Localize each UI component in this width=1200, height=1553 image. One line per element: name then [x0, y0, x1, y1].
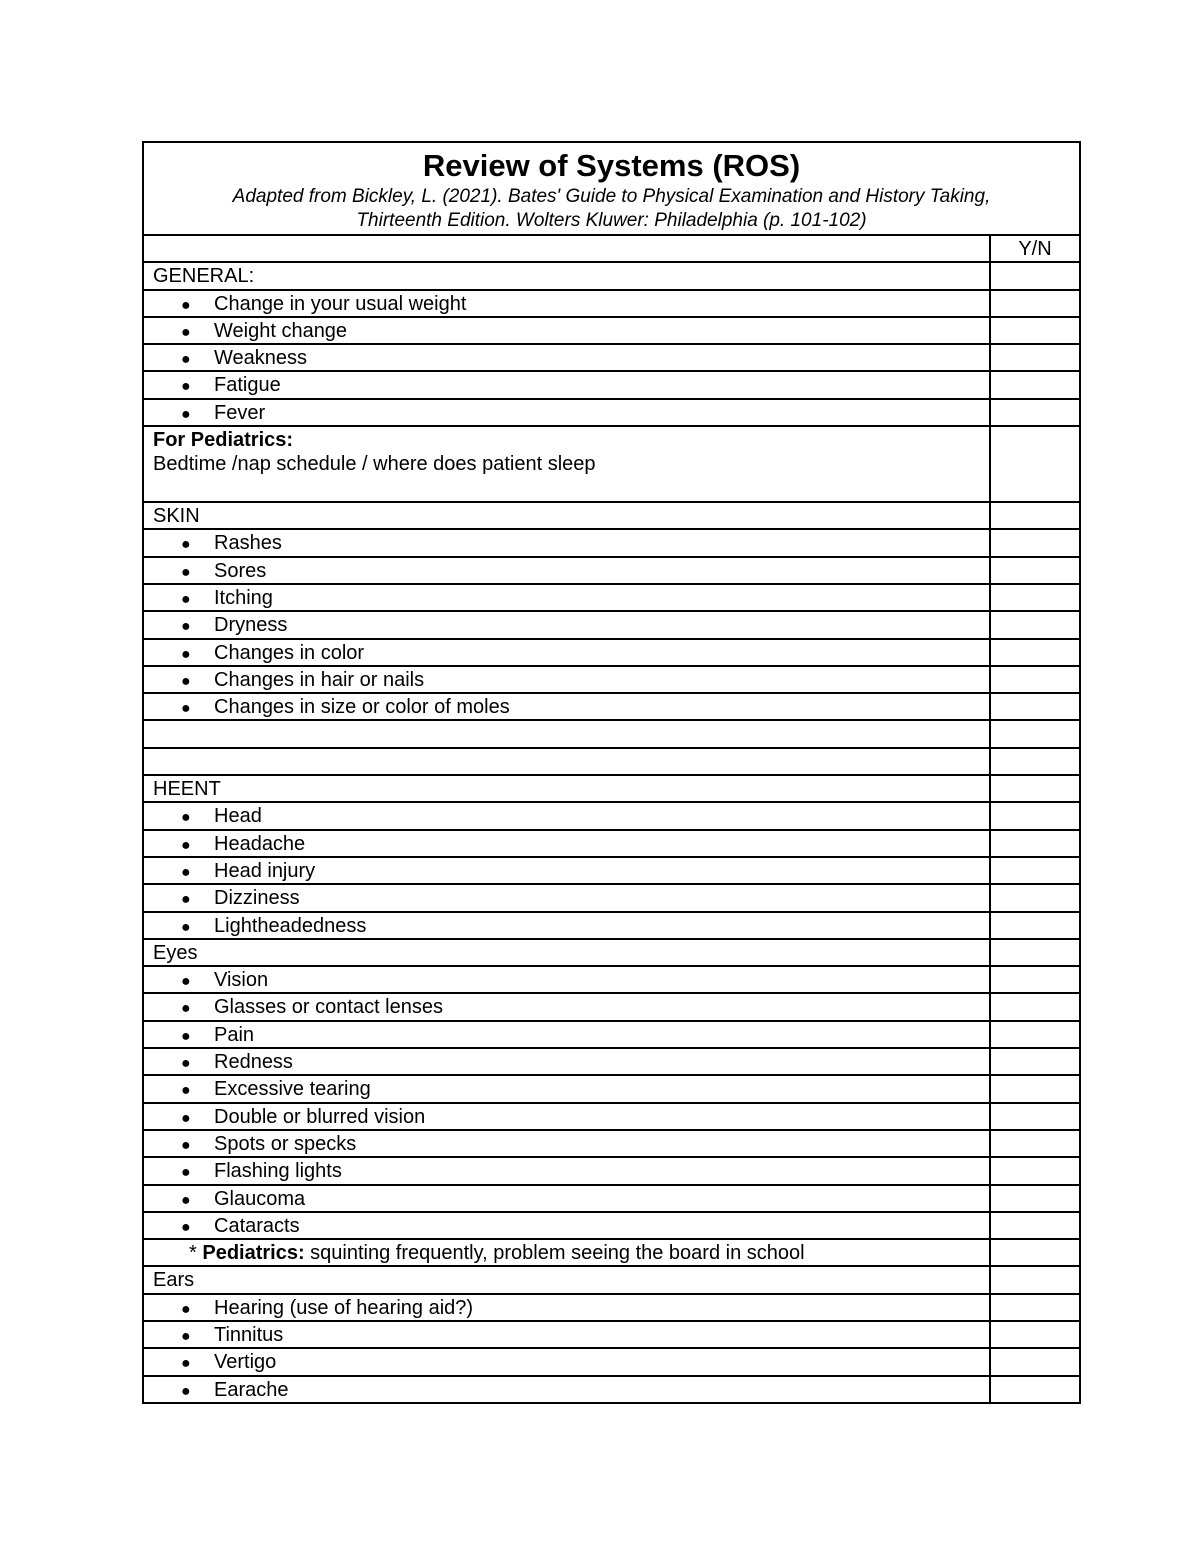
bullet-icon: ● — [181, 1082, 191, 1100]
section-row — [143, 939, 1080, 966]
yn-answer-cell[interactable] — [990, 993, 1080, 1020]
yn-answer-cell[interactable] — [990, 884, 1080, 911]
document-title: Review of Systems (ROS) — [422, 148, 801, 183]
symptom-row — [143, 584, 1080, 611]
symptom-item — [143, 1212, 990, 1239]
bullet-icon: ● — [181, 378, 191, 396]
column-header-row — [143, 235, 1080, 262]
symptom-label: Weakness — [214, 347, 308, 370]
symptom-row — [143, 1103, 1080, 1130]
symptom-row — [143, 912, 1080, 939]
bullet-icon: ● — [181, 700, 191, 718]
symptom-item — [143, 830, 990, 857]
symptom-label: Change in your usual weight — [214, 292, 467, 315]
section-row — [143, 775, 1080, 802]
symptom-item — [143, 584, 990, 611]
symptom-label: Weight change — [214, 319, 348, 342]
symptom-item — [143, 1048, 990, 1075]
pediatrics-text: Bedtime /nap schedule / where does patient sleep — [153, 453, 596, 476]
symptom-label: Fatigue — [214, 374, 281, 397]
bullet-icon: ● — [181, 1300, 191, 1318]
bullet-icon: ● — [181, 323, 191, 341]
yn-answer-cell[interactable] — [990, 529, 1080, 556]
yn-answer-cell[interactable] — [990, 1376, 1080, 1403]
title-cell — [143, 142, 1080, 235]
symptom-row — [143, 802, 1080, 829]
bullet-icon: ● — [181, 590, 191, 608]
bullet-icon: ● — [181, 809, 191, 827]
peds-row — [143, 426, 1080, 502]
column-header-empty — [143, 235, 990, 262]
symptom-row — [143, 1185, 1080, 1212]
yn-answer-cell[interactable] — [990, 639, 1080, 666]
symptom-row — [143, 1348, 1080, 1375]
symptom-label: Headache — [214, 832, 306, 855]
yn-answer-cell[interactable] — [990, 262, 1080, 289]
citation-line-1: Adapted from Bickley, L. (2021). Bates' Guide to Physical Examination and History Taking, — [232, 186, 991, 207]
symptom-item — [143, 290, 990, 317]
symptom-item — [143, 529, 990, 556]
symptom-item — [143, 344, 990, 371]
pediatrics-note — [143, 1239, 990, 1266]
yn-answer-cell[interactable] — [990, 939, 1080, 966]
section-row — [143, 262, 1080, 289]
symptom-row — [143, 1021, 1080, 1048]
blank-cell — [143, 748, 990, 775]
bullet-icon: ● — [181, 1055, 191, 1073]
bullet-icon: ● — [181, 1382, 191, 1400]
blank-cell — [143, 720, 990, 747]
yn-answer-cell[interactable] — [990, 775, 1080, 802]
bullet-icon: ● — [181, 296, 191, 314]
symptom-item — [143, 666, 990, 693]
symptom-row — [143, 1294, 1080, 1321]
yn-answer-cell[interactable] — [990, 666, 1080, 693]
pediatrics-block — [143, 426, 990, 502]
symptom-item — [143, 371, 990, 398]
yn-answer-cell[interactable] — [990, 830, 1080, 857]
blank-row — [143, 720, 1080, 747]
symptom-label: Head injury — [214, 859, 316, 882]
bullet-icon: ● — [181, 1000, 191, 1018]
bullet-icon: ● — [181, 563, 191, 581]
symptom-row — [143, 666, 1080, 693]
symptom-label: Fever — [214, 401, 266, 424]
yn-answer-cell[interactable] — [990, 1185, 1080, 1212]
symptom-label: Vertigo — [214, 1351, 277, 1374]
symptom-row — [143, 857, 1080, 884]
symptom-label: Changes in size or color of moles — [214, 696, 510, 719]
bullet-icon: ● — [181, 405, 191, 423]
symptom-label: Sores — [214, 559, 267, 582]
symptom-label: Itching — [214, 586, 273, 609]
symptom-item — [143, 1021, 990, 1048]
symptom-label: Flashing lights — [214, 1160, 342, 1183]
symptom-item — [143, 1321, 990, 1348]
yn-answer-cell[interactable] — [990, 1021, 1080, 1048]
yn-answer-cell[interactable] — [990, 371, 1080, 398]
bullet-icon: ● — [181, 672, 191, 690]
symptom-item — [143, 966, 990, 993]
symptom-row — [143, 611, 1080, 638]
symptom-item — [143, 611, 990, 638]
yn-answer-cell[interactable] — [990, 502, 1080, 529]
symptom-label: Hearing (use of hearing aid?) — [214, 1296, 474, 1319]
yn-answer-cell[interactable] — [990, 290, 1080, 317]
symptom-item — [143, 1376, 990, 1403]
symptom-label: Dryness — [214, 614, 288, 637]
symptom-item — [143, 1075, 990, 1102]
symptom-item — [143, 1103, 990, 1130]
title-row — [143, 142, 1080, 235]
symptom-row — [143, 1157, 1080, 1184]
symptom-label: Head — [214, 805, 262, 828]
symptom-row — [143, 399, 1080, 426]
symptom-item — [143, 317, 990, 344]
symptom-item — [143, 912, 990, 939]
symptom-label: Cataracts — [214, 1214, 300, 1237]
symptom-row — [143, 529, 1080, 556]
note-asterisk: * — [189, 1242, 197, 1265]
symptom-label: Rashes — [214, 532, 282, 555]
symptom-label: Earache — [214, 1378, 289, 1401]
symptom-row — [143, 1075, 1080, 1102]
yn-answer-cell[interactable] — [990, 399, 1080, 426]
bullet-icon: ● — [181, 351, 191, 369]
yn-answer-cell[interactable] — [990, 802, 1080, 829]
symptom-item — [143, 693, 990, 720]
yn-answer-cell[interactable] — [990, 1321, 1080, 1348]
blank-row — [143, 748, 1080, 775]
yn-answer-cell[interactable] — [990, 426, 1080, 502]
bullet-icon: ● — [181, 918, 191, 936]
yn-answer-cell[interactable] — [990, 1075, 1080, 1102]
symptom-label: Glaucoma — [214, 1187, 306, 1210]
section-heading: SKIN — [143, 502, 990, 529]
note-text: squinting frequently, problem seeing the board in school — [304, 1242, 805, 1265]
symptom-item — [143, 884, 990, 911]
yn-answer-cell[interactable] — [990, 912, 1080, 939]
yn-answer-cell[interactable] — [990, 584, 1080, 611]
symptom-row — [143, 884, 1080, 911]
symptom-row — [143, 1130, 1080, 1157]
symptom-row — [143, 830, 1080, 857]
symptom-row — [143, 639, 1080, 666]
symptom-row — [143, 1212, 1080, 1239]
yn-answer-cell[interactable] — [990, 966, 1080, 993]
symptom-label: Dizziness — [214, 887, 300, 910]
symptom-label: Changes in color — [214, 641, 365, 664]
symptom-item — [143, 1130, 990, 1157]
symptom-item — [143, 1294, 990, 1321]
yn-column-header: Y/N — [990, 235, 1080, 262]
symptom-label: Tinnitus — [214, 1323, 284, 1346]
note-row — [143, 1239, 1080, 1266]
symptom-item — [143, 1157, 990, 1184]
bullet-icon: ● — [181, 836, 191, 854]
symptom-row — [143, 966, 1080, 993]
note-label: Pediatrics: — [202, 1242, 305, 1265]
yn-answer-cell[interactable] — [990, 1157, 1080, 1184]
symptom-label: Changes in hair or nails — [214, 668, 425, 691]
bullet-icon: ● — [181, 1136, 191, 1154]
bullet-icon: ● — [181, 1109, 191, 1127]
bullet-icon: ● — [181, 1027, 191, 1045]
ros-table — [142, 141, 1081, 1404]
yn-answer-cell[interactable] — [990, 557, 1080, 584]
symptom-label: Lightheadedness — [214, 914, 367, 937]
symptom-label: Excessive tearing — [214, 1078, 371, 1101]
symptom-row — [143, 693, 1080, 720]
bullet-icon: ● — [181, 891, 191, 909]
symptom-label: Pain — [214, 1023, 255, 1046]
yn-answer-cell[interactable] — [990, 344, 1080, 371]
symptom-row — [143, 371, 1080, 398]
section-heading: Ears — [143, 1266, 990, 1293]
symptom-item — [143, 557, 990, 584]
yn-answer-cell[interactable] — [990, 611, 1080, 638]
citation-line-2: Thirteenth Edition. Wolters Kluwer: Philadelphia (p. 101-102) — [356, 210, 867, 231]
yn-answer-cell[interactable] — [990, 720, 1080, 747]
bullet-icon: ● — [181, 618, 191, 636]
yn-answer-cell[interactable] — [990, 1048, 1080, 1075]
symptom-label: Double or blurred vision — [214, 1105, 426, 1128]
yn-answer-cell[interactable] — [990, 693, 1080, 720]
bullet-icon: ● — [181, 1191, 191, 1209]
pediatrics-heading: For Pediatrics: — [153, 429, 294, 452]
yn-answer-cell[interactable] — [990, 857, 1080, 884]
yn-answer-cell[interactable] — [990, 1212, 1080, 1239]
section-row — [143, 502, 1080, 529]
symptom-row — [143, 290, 1080, 317]
symptom-label: Glasses or contact lenses — [214, 996, 443, 1019]
symptom-item — [143, 1348, 990, 1375]
bullet-icon: ● — [181, 1355, 191, 1373]
yn-answer-cell[interactable] — [990, 1294, 1080, 1321]
bullet-icon: ● — [181, 645, 191, 663]
bullet-icon: ● — [181, 536, 191, 554]
symptom-row — [143, 1321, 1080, 1348]
bullet-icon: ● — [181, 973, 191, 991]
symptom-item — [143, 857, 990, 884]
symptom-row — [143, 993, 1080, 1020]
yn-answer-cell[interactable] — [990, 317, 1080, 344]
symptom-row — [143, 344, 1080, 371]
symptom-row — [143, 317, 1080, 344]
symptom-label: Spots or specks — [214, 1132, 357, 1155]
yn-answer-cell[interactable] — [990, 1103, 1080, 1130]
yn-answer-cell[interactable] — [990, 1266, 1080, 1293]
bullet-icon: ● — [181, 1164, 191, 1182]
symptom-item — [143, 639, 990, 666]
bullet-icon: ● — [181, 1218, 191, 1236]
symptom-item — [143, 993, 990, 1020]
yn-answer-cell[interactable] — [990, 748, 1080, 775]
bullet-icon: ● — [181, 1327, 191, 1345]
symptom-row — [143, 1376, 1080, 1403]
yn-answer-cell[interactable] — [990, 1348, 1080, 1375]
yn-answer-cell[interactable] — [990, 1130, 1080, 1157]
bullet-icon: ● — [181, 863, 191, 881]
symptom-row — [143, 1048, 1080, 1075]
symptom-row — [143, 557, 1080, 584]
symptom-item — [143, 802, 990, 829]
ros-table-body — [143, 142, 1080, 1403]
section-heading: GENERAL: — [143, 262, 990, 289]
symptom-label: Vision — [214, 969, 269, 992]
section-row — [143, 1266, 1080, 1293]
symptom-item — [143, 1185, 990, 1212]
section-heading: HEENT — [143, 775, 990, 802]
symptom-item — [143, 399, 990, 426]
yn-answer-cell[interactable] — [990, 1239, 1080, 1266]
section-heading: Eyes — [143, 939, 990, 966]
symptom-label: Redness — [214, 1051, 293, 1074]
